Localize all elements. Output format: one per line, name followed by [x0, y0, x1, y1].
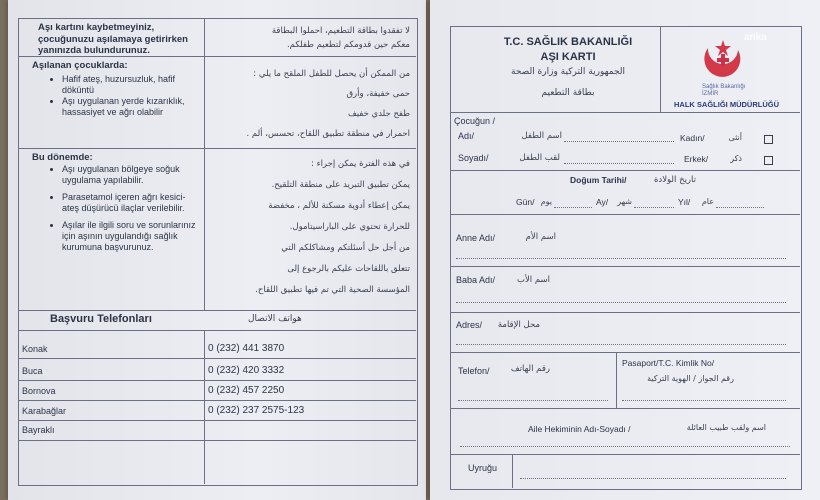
- card-title-arabic: بطاقة التطعيم: [541, 88, 595, 98]
- row-divider: [18, 330, 416, 331]
- logo-text: Sağlık Bakanlığı İZMİR: [702, 84, 746, 97]
- father-name-label: Baba Adı/: [456, 275, 496, 285]
- month-label-arabic: شهر: [617, 197, 632, 206]
- male-checkbox[interactable]: [764, 156, 773, 165]
- card-title: AŞI KARTI: [540, 51, 596, 63]
- month-label: Ay/: [596, 197, 609, 207]
- birth-date-label: Doğum Tarihi/: [570, 175, 627, 185]
- surname-field[interactable]: [564, 163, 674, 164]
- phone-place-buca: Buca: [22, 366, 43, 376]
- surname-label: Soyadı/: [458, 153, 489, 163]
- row-divider: [18, 358, 416, 359]
- phone-number-karabaglar[interactable]: 0 (232) 237 2575-123: [208, 405, 305, 416]
- family-doctor-label: Aile Hekiminin Adı-Soyadı /: [528, 424, 631, 434]
- row-divider: [450, 352, 800, 353]
- list-item: • Aşılar ile ilgili soru ve sorunlarınız için aşının uygulandığı sağlık kurumuna başvurunuz.: [62, 220, 198, 253]
- ministry-title-arabic: الجمهورية التركية وزارة الصحة: [511, 67, 625, 77]
- phone-place-karabaglar: Karabağlar: [22, 406, 67, 416]
- first-name-label: Adı/: [458, 131, 475, 141]
- phone-place-konak: Konak: [22, 344, 48, 354]
- first-name-label-arabic: اسم الطفل: [521, 131, 562, 141]
- phone-number-konak[interactable]: 0 (232) 441 3870: [208, 343, 285, 354]
- female-checkbox[interactable]: [764, 135, 773, 144]
- father-name-label-arabic: اسم الأب: [516, 275, 550, 285]
- row-divider: [450, 266, 800, 267]
- year-field[interactable]: [716, 207, 764, 208]
- phone-place-bayrakli: Bayraklı: [22, 425, 55, 435]
- child-section-label: Çocuğun /: [454, 116, 496, 126]
- phone-number-bornova[interactable]: 0 (232) 457 2250: [208, 385, 285, 396]
- row-divider: [450, 454, 800, 455]
- row-divider: [18, 440, 416, 441]
- row-divider: [450, 170, 800, 171]
- period-heading: Bu dönemde:: [32, 152, 93, 163]
- row-divider: [18, 380, 416, 381]
- day-label-arabic: يوم: [540, 197, 552, 206]
- family-doctor-label-arabic: اسم ولقب طبيب العائلة: [686, 423, 766, 432]
- month-field[interactable]: [634, 207, 674, 208]
- first-name-field[interactable]: [564, 141, 674, 142]
- row-divider: [18, 420, 416, 421]
- mother-name-field[interactable]: [456, 258, 786, 259]
- row-divider: [18, 148, 416, 149]
- period-advice-arabic: في هذه الفترة يمكن إجراء : يمكن تطبيق التبريد على منطقة التلقيح. يمكن إعطاء أدوية مسكنة للألم ، مخفضة للحرارة تحتوي على الباراسيتامول. من أجل حل أسئلتكم ومشاكلكم التي تتعلق باللقاحات عليكم بالرجوع إلى المؤسسة الصحية التي تم فيها تطبيق اللقاح.: [255, 159, 410, 295]
- day-label: Gün/: [516, 197, 535, 207]
- phone-label: Telefon/: [458, 366, 490, 376]
- ministry-logo: [698, 38, 748, 86]
- address-label-arabic: محل الإقامة: [497, 320, 540, 330]
- period-advice-list: [48, 164, 198, 253]
- column-divider: [512, 454, 513, 488]
- address-label: Adres/: [456, 320, 483, 330]
- list-item: • Parasetamol içeren ağrı kesici-ateş düşürücü ilaçlar verilebilir.: [62, 192, 198, 214]
- side-effects-list: [48, 74, 198, 118]
- mother-name-label: Anne Adı/: [456, 233, 496, 243]
- column-divider: [204, 18, 205, 310]
- phone-place-bornova: Bornova: [22, 386, 56, 396]
- female-label: Kadın/: [680, 133, 705, 143]
- list-item: • Hafif ateş, huzursuzluk, hafif döküntü: [62, 74, 198, 96]
- row-divider: [450, 312, 800, 313]
- ministry-title: T.C. SAĞLIK BAKANLIĞI: [503, 36, 633, 48]
- male-label: Erkek/: [684, 154, 709, 164]
- passport-label: Pasaport/T.C. Kimlik No/: [622, 358, 715, 368]
- birth-date-label-arabic: تاريخ الولادة: [653, 175, 696, 185]
- surname-label-arabic: لقب الطفل: [519, 153, 560, 163]
- intro-text-arabic: لا تفقدوا بطاقة التطعيم، احملوا البطاقة معكم حين قدومكم لتطعيم طفلكم.: [271, 26, 410, 50]
- phones-title: Başvuru Telefonları: [50, 313, 152, 325]
- header-bottom: [450, 112, 800, 113]
- male-label-arabic: ذكر: [730, 154, 742, 163]
- row-divider: [18, 400, 416, 401]
- list-item: • Aşı uygulanan bölgeye soğuk uygulama yapılabilir.: [62, 164, 198, 186]
- row-divider: [450, 408, 800, 409]
- family-doctor-field[interactable]: [460, 446, 790, 447]
- header-divider: [660, 26, 661, 112]
- directorate-label: HALK SAĞLIĞI MÜDÜRLÜĞÜ: [674, 100, 779, 109]
- female-label-arabic: أنثى: [728, 133, 742, 142]
- phone-field[interactable]: [458, 400, 608, 401]
- row-divider: [450, 214, 800, 215]
- side-effects-arabic: من الممكن أن يحصل للطفل الملقح ما يلي : حمى خفيفة، وأرق طفح جلدي خفيف احمرار في منطقة تطبيق اللقاح، تحسس، ألم .: [246, 69, 410, 139]
- address-field[interactable]: [456, 344, 786, 345]
- info-sheet: [8, 0, 426, 500]
- list-item: • Aşı uygulanan yerde kızarıklık, hassasiyet ve ağrı olabilir: [62, 96, 198, 118]
- intro-text: Aşı kartını kaybetmeyiniz, çocuğunuzu aşılamaya getirirken yanınızda bulundurunuz.: [38, 22, 188, 56]
- passport-label-arabic: رقم الجواز / الهوية التركية: [647, 374, 734, 383]
- phone-number-buca[interactable]: 0 (232) 420 3332: [208, 365, 285, 376]
- nationality-label: Uyruğu: [468, 463, 498, 473]
- year-label-arabic: عام: [701, 197, 714, 206]
- vaccinated-heading: Aşılanan çocuklarda:: [32, 60, 128, 71]
- nationality-field[interactable]: [520, 478, 786, 479]
- day-field[interactable]: [554, 207, 592, 208]
- vaccine-card: [430, 0, 820, 500]
- father-name-field[interactable]: [456, 302, 786, 303]
- row-divider: [18, 310, 416, 311]
- watermark: anka: [744, 32, 767, 43]
- phones-title-arabic: هواتف الاتصال: [248, 314, 302, 324]
- year-label: Yıl/: [678, 197, 691, 207]
- passport-field[interactable]: [622, 400, 786, 401]
- phone-label-arabic: رقم الهاتف: [510, 364, 550, 374]
- column-divider: [616, 352, 617, 408]
- mother-name-label-arabic: اسم الأم: [525, 232, 556, 242]
- column-divider: [204, 330, 205, 484]
